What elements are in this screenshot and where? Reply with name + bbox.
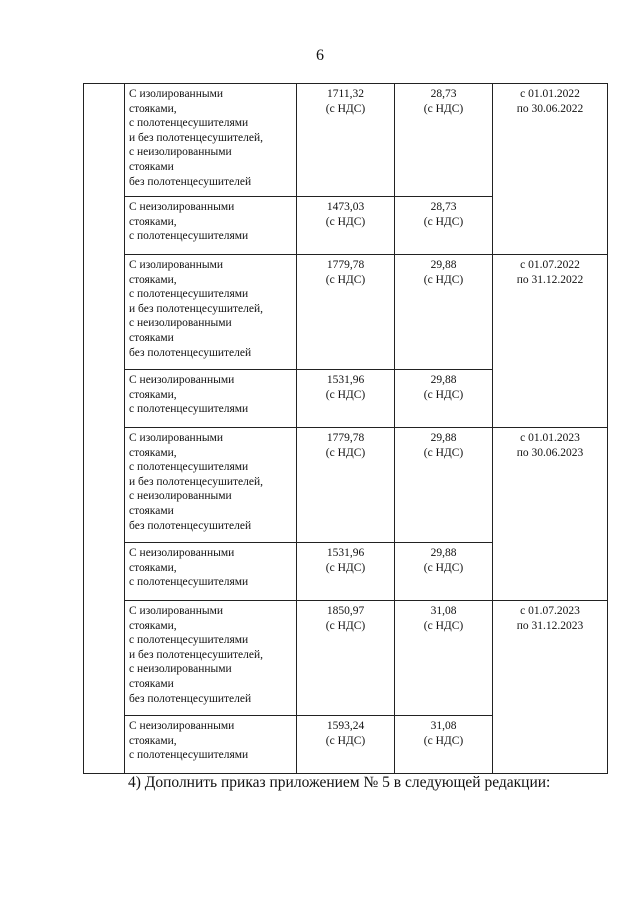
tariff-table bbox=[83, 83, 608, 774]
riser-description-cell: С изолированными стояками, с полотенцесушителями и без полотенцесушителей, с неизолированными стояками без полотенцесушителей bbox=[125, 255, 297, 370]
riser-description-cell: С неизолированными стояками, с полотенцесушителями bbox=[125, 197, 297, 255]
riser-description-cell: С изолированными стояками, с полотенцесушителями и без полотенцесушителей, с неизолированными стояками без полотенцесушителей bbox=[125, 601, 297, 716]
riser-description-cell: С неизолированными стояками, с полотенцесушителями bbox=[125, 543, 297, 601]
period-cell: с 01.07.2023 по 31.12.2023 bbox=[493, 601, 608, 774]
riser-description-cell: С изолированными стояками, с полотенцесушителями и без полотенцесушителей, с неизолированными стояками без полотенцесушителей bbox=[125, 428, 297, 543]
riser-description-cell: С изолированными стояками, с полотенцесушителями и без полотенцесушителей, с неизолированными стояками без полотенцесушителей bbox=[125, 84, 297, 197]
riser-description-cell: С неизолированными стояками, с полотенцесушителями bbox=[125, 370, 297, 428]
empty-leading-cell bbox=[84, 84, 125, 774]
tariff-value-cell: 1531,96 (с НДС) bbox=[297, 543, 395, 601]
tariff-value-cell: 1779,78 (с НДС) bbox=[297, 255, 395, 370]
tariff-value-cell: 29,88 (с НДС) bbox=[395, 428, 493, 543]
tariff-value-cell: 1473,03 (с НДС) bbox=[297, 197, 395, 255]
period-cell: с 01.01.2023 по 30.06.2023 bbox=[493, 428, 608, 601]
tariff-value-cell: 1850,97 (с НДС) bbox=[297, 601, 395, 716]
tariff-value-cell: 1711,32 (с НДС) bbox=[297, 84, 395, 197]
tariff-value-cell: 29,88 (с НДС) bbox=[395, 255, 493, 370]
tariff-value-cell: 31,08 (с НДС) bbox=[395, 716, 493, 774]
period-cell: с 01.01.2022 по 30.06.2022 bbox=[493, 84, 608, 255]
table-row bbox=[84, 601, 608, 716]
table-row bbox=[84, 428, 608, 543]
tariff-value-cell: 1779,78 (с НДС) bbox=[297, 428, 395, 543]
period-cell: с 01.07.2022 по 31.12.2022 bbox=[493, 255, 608, 428]
table-row bbox=[84, 84, 608, 197]
table-row bbox=[84, 255, 608, 370]
tariff-value-cell: 28,73 (с НДС) bbox=[395, 197, 493, 255]
page-number: 6 bbox=[316, 47, 324, 64]
tariff-value-cell: 1531,96 (с НДС) bbox=[297, 370, 395, 428]
tariff-value-cell: 29,88 (с НДС) bbox=[395, 543, 493, 601]
riser-description-cell: С неизолированными стояками, с полотенцесушителями bbox=[125, 716, 297, 774]
tariff-value-cell: 28,73 (с НДС) bbox=[395, 84, 493, 197]
tariff-value-cell: 31,08 (с НДС) bbox=[395, 601, 493, 716]
amendment-paragraph: 4) Дополнить приказ приложением № 5 в следующей редакции: bbox=[128, 774, 551, 791]
tariff-value-cell: 29,88 (с НДС) bbox=[395, 370, 493, 428]
tariff-value-cell: 1593,24 (с НДС) bbox=[297, 716, 395, 774]
